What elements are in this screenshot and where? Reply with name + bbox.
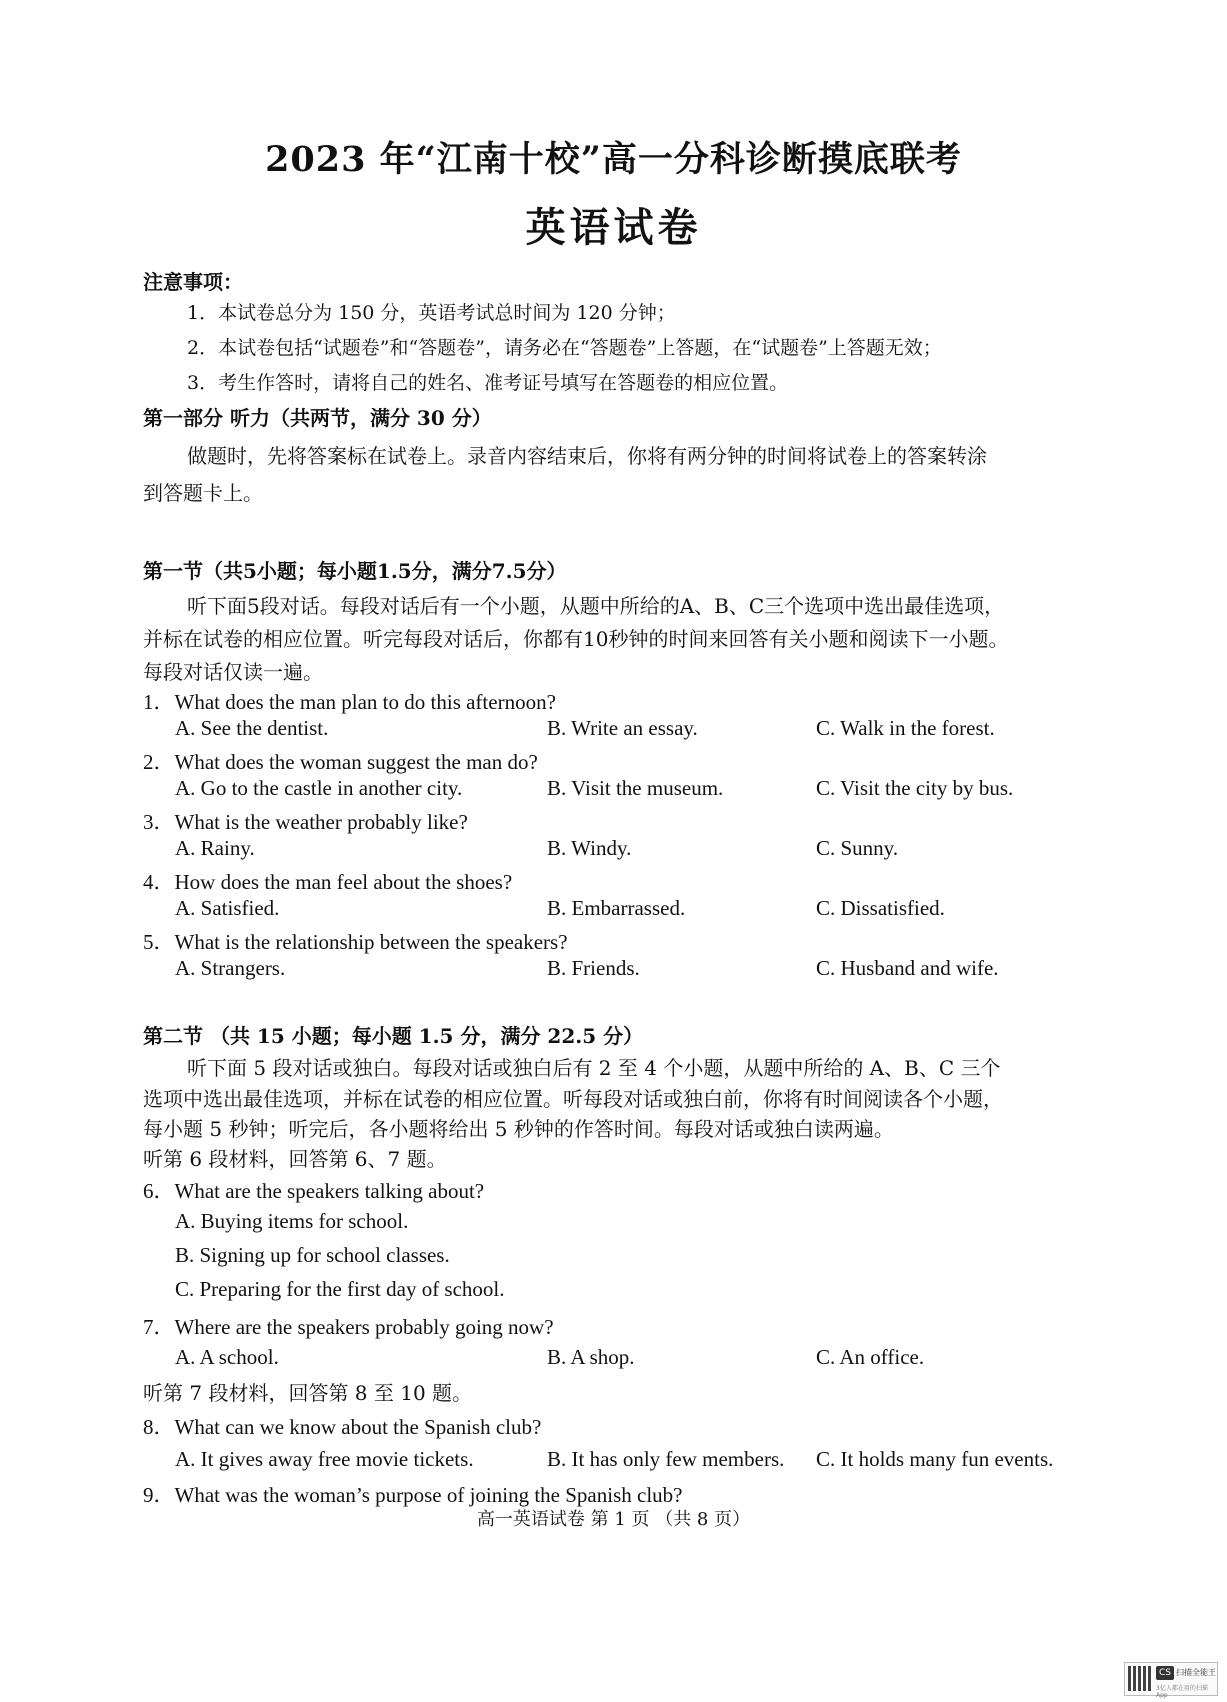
part1-heading: 第一部分 听力（共两节，满分 30 分） (143, 406, 492, 430)
material-label: 听第 7 段材料，回答第 8 至 10 题。 (143, 1381, 473, 1405)
option-c: C. Husband and wife. (816, 956, 999, 980)
option-c: C. Sunny. (816, 836, 899, 860)
option-b: B. Signing up for school classes. (175, 1243, 450, 1267)
option-b: B. Write an essay. (547, 716, 698, 740)
question: 8．What can we know about the Spanish club? (143, 1415, 542, 1439)
option-c: C. It holds many fun events. (816, 1447, 1054, 1471)
section1-heading: 第一节（共5小题；每小题1.5分，满分7.5分） (143, 559, 567, 583)
option-a: A. Satisfied. (175, 896, 280, 920)
notices-heading: 注意事项： (143, 270, 243, 294)
option-c: C. Dissatisfied. (816, 896, 945, 920)
question: 1．What does the man plan to do this afternoon? (143, 690, 556, 714)
scanner-watermark (1124, 1662, 1218, 1699)
option-c: C. Walk in the forest. (816, 716, 995, 740)
section1-intro: 听下面5段对话。每段对话后有一个小题，从题中所给的A、B、C三个选项中选出最佳选项， (187, 594, 1005, 618)
option-b: B. Windy. (547, 836, 632, 860)
material-label: 听第 6 段材料，回答第 6、7 题。 (143, 1147, 447, 1171)
option-a: A. Strangers. (175, 956, 286, 980)
exam-subtitle: 英语试卷 (525, 204, 702, 251)
option-b: B. Friends. (547, 956, 640, 980)
section2-heading: 第二节 （共 15 小题；每小题 1.5 分，满分 22.5 分） (143, 1024, 644, 1048)
option-c: C. An office. (816, 1345, 925, 1369)
section2-intro: 选项中选出最佳选项，并标在试卷的相应位置。听每段对话或独白前，你将有时间阅读各个小题， (143, 1087, 1003, 1111)
watermark-brand: 扫描全能王 (1176, 1668, 1216, 1677)
option-a: A. A school. (175, 1345, 279, 1369)
option-b: B. Visit the museum. (547, 776, 724, 800)
question: 4．How does the man feel about the shoes? (143, 870, 513, 894)
notice-item: 3．考生作答时，请将自己的姓名、准考证号填写在答题卷的相应位置。 (187, 372, 789, 394)
option-c: C. Visit the city by bus. (816, 776, 1014, 800)
question: 3．What is the weather probably like? (143, 810, 468, 834)
question: 9．What was the woman’s purpose of joining the Spanish club? (143, 1483, 683, 1507)
option-a: A. Go to the castle in another city. (175, 776, 463, 800)
option-a: A. Buying items for school. (175, 1209, 409, 1233)
qr-code-icon (1128, 1666, 1153, 1691)
cs-logo-icon: CS (1156, 1666, 1174, 1680)
page-footer: 高一英语试卷 第 1 页 （共 8 页） (476, 1509, 751, 1530)
option-b: B. Embarrassed. (547, 896, 686, 920)
watermark-sub: 3亿人都在用的扫描App (1156, 1685, 1208, 1699)
question: 7．Where are the speakers probably going now? (143, 1315, 554, 1339)
exam-title: 2023 年“江南十校”高一分科诊断摸底联考 (265, 139, 962, 180)
option-a: A. It gives away free movie tickets. (175, 1447, 474, 1471)
option-c: C. Preparing for the first day of school. (175, 1277, 505, 1301)
option-a: A. Rainy. (175, 836, 255, 860)
section1-intro: 并标在试卷的相应位置。听完每段对话后，你都有10秒钟的时间来回答有关小题和阅读下一小题。 (143, 627, 1009, 651)
option-b: B. It has only few members. (547, 1447, 785, 1471)
option-b: B. A shop. (547, 1345, 635, 1369)
section2-intro: 听下面 5 段对话或独白。每段对话或独白后有 2 至 4 个小题，从题中所给的 A、B、C 三个 (187, 1056, 1001, 1080)
option-a: A. See the dentist. (175, 716, 329, 740)
question: 5．What is the relationship between the speakers? (143, 930, 568, 954)
section2-intro: 每小题 5 秒钟；听完后，各小题将给出 5 秒钟的作答时间。每段对话或独白读两遍。 (143, 1117, 894, 1141)
notice-item: 2．本试卷包括“试题卷”和“答题卷”，请务必在“答题卷”上答题，在“试题卷”上答题无效； (187, 337, 942, 359)
part1-intro: 做题时，先将答案标在试卷上。录音内容结束后，你将有两分钟的时间将试卷上的答案转涂 (187, 444, 987, 468)
part1-intro: 到答题卡上。 (143, 481, 263, 505)
section1-intro: 每段对话仅读一遍。 (143, 660, 323, 684)
notice-item: 1．本试卷总分为 150 分，英语考试总时间为 120 分钟； (187, 302, 676, 324)
question: 2．What does the woman suggest the man do? (143, 750, 538, 774)
question: 6．What are the speakers talking about? (143, 1179, 485, 1203)
